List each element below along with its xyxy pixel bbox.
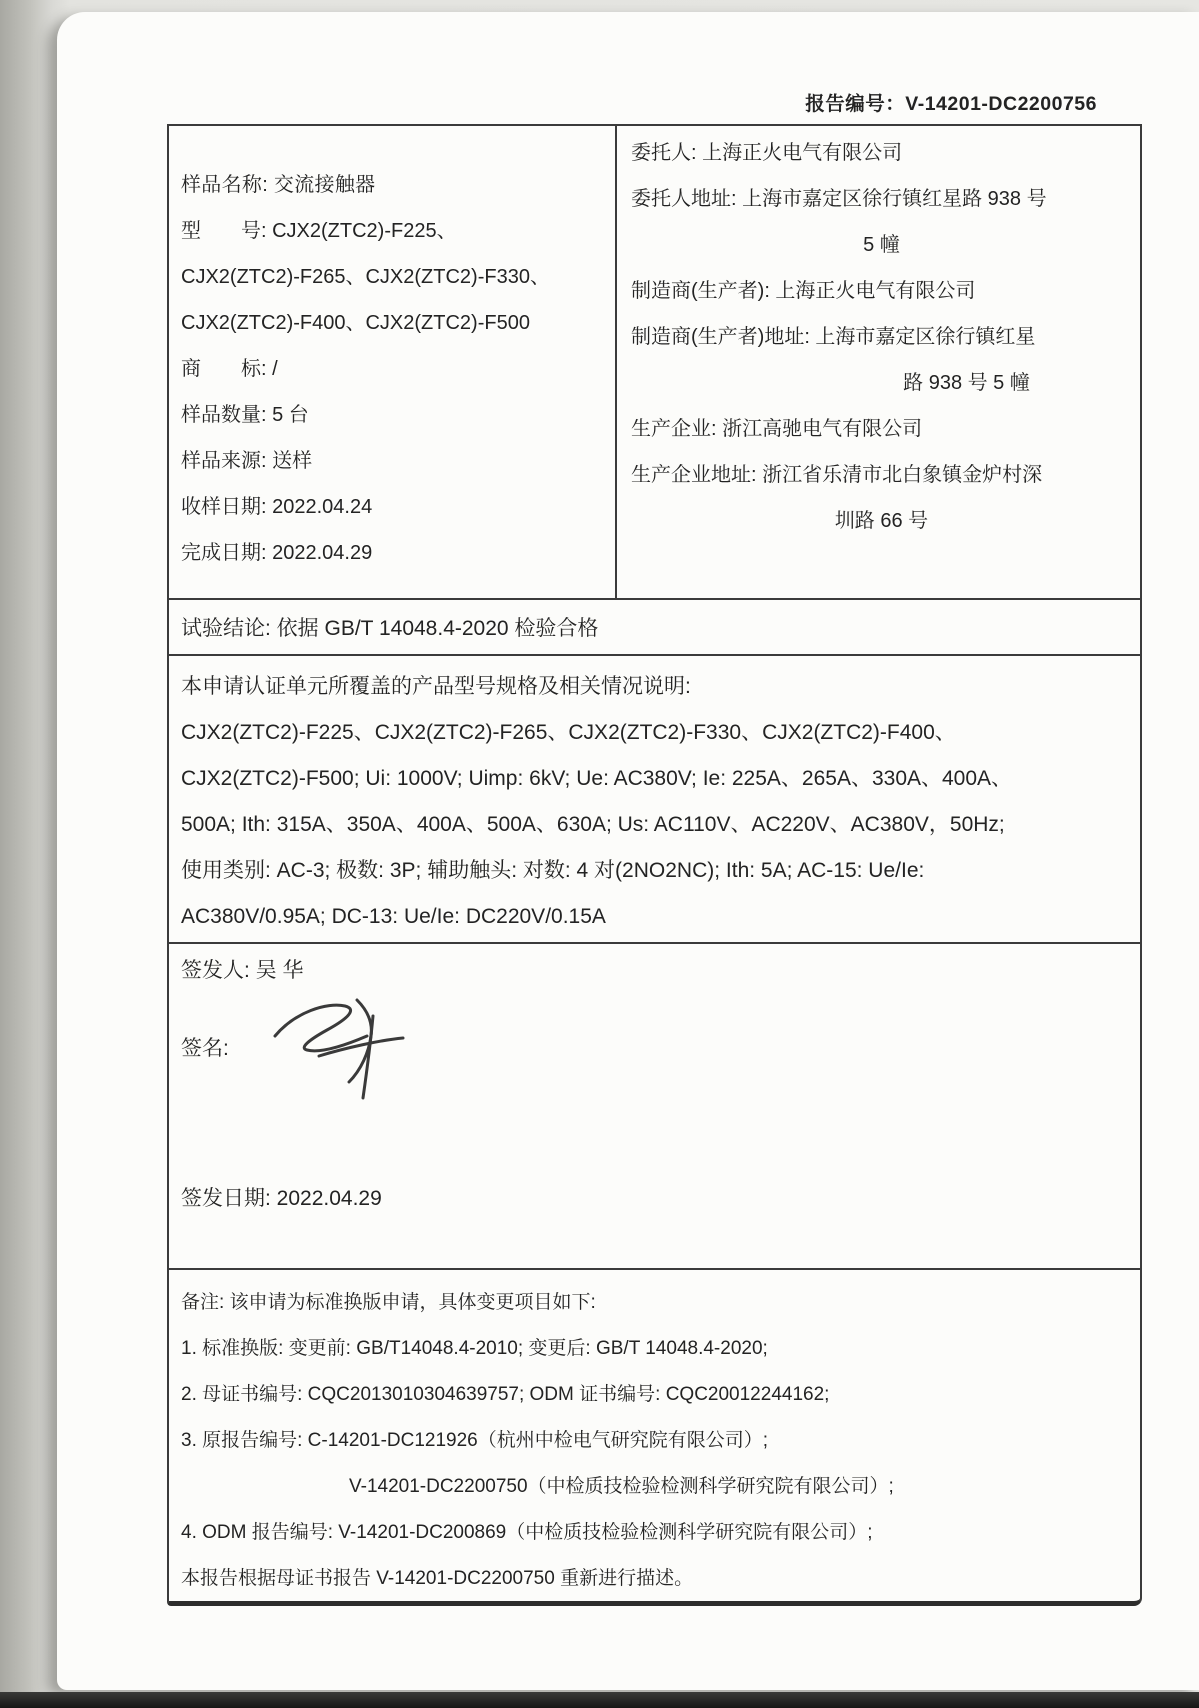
- handwritten-signature: [261, 986, 431, 1106]
- consignor-addr-line-1: 委托人地址: 上海市嘉定区徐行镇红星路 938 号: [631, 188, 1047, 210]
- sample-qty-line: 样品数量: 5 台: [181, 404, 309, 426]
- coverage-line: CJX2(ZTC2)-F225、CJX2(ZTC2)-F265、CJX2(ZTC2)-F330、CJX2(ZTC2)-F400、: [181, 721, 956, 744]
- conclusion-row: [169, 598, 1140, 654]
- notes-row: [169, 1268, 1140, 1601]
- sample-source-line: 样品来源: 送样: [181, 450, 313, 472]
- report-number: [57, 88, 1097, 116]
- producer-line: 生产企业: 浙江高驰电气有限公司: [631, 418, 923, 440]
- notes-intro-line: 备注: 该申请为标准换版申请，具体变更项目如下:: [181, 1292, 596, 1313]
- consignor-line: 委托人: 上海正火电气有限公司: [631, 142, 903, 164]
- scan-bottom-edge: [0, 1692, 1199, 1708]
- producer-addr-line-1: 生产企业地址: 浙江省乐清市北白象镇金炉村深: [631, 464, 1043, 486]
- model-line-2: CJX2(ZTC2)-F265、CJX2(ZTC2)-F330、: [181, 266, 550, 288]
- consignor-addr-line-2: 5 幢: [863, 234, 900, 256]
- report-number-value: V-14201-DC2200756: [905, 93, 1097, 115]
- client-info-cell: [615, 126, 1140, 598]
- info-row: [169, 126, 1140, 598]
- coverage-intro-line: 本申请认证单元所覆盖的产品型号规格及相关情况说明:: [181, 675, 691, 698]
- report-number-label: 报告编号：: [805, 93, 906, 115]
- note-line-3: 3. 原报告编号: C-14201-DC121926（杭州中检电气研究院有限公司）;: [181, 1430, 769, 1451]
- signature-label: 签名:: [181, 1037, 229, 1060]
- issuer-line: 签发人: 吴 华: [181, 959, 304, 982]
- model-line-1: 型 号: CJX2(ZTC2)-F225、: [181, 220, 457, 242]
- manufacturer-addr-line-1: 制造商(生产者)地址: 上海市嘉定区徐行镇红星: [631, 326, 1036, 348]
- complete-date-line: 完成日期: 2022.04.29: [181, 542, 373, 564]
- coverage-line: AC380V/0.95A; DC-13: Ue/Ie: DC220V/0.15A: [181, 905, 606, 928]
- sample-info-cell: [169, 126, 615, 598]
- model-line-3: CJX2(ZTC2)-F400、CJX2(ZTC2)-F500: [181, 312, 530, 334]
- coverage-line: CJX2(ZTC2)-F500; Ui: 1000V; Uimp: 6kV; Ue: AC380V; Ie: 225A、265A、330A、400A、: [181, 767, 1013, 790]
- producer-addr-line-2: 圳路 66 号: [834, 510, 929, 532]
- note-footer-line: 本报告根据母证书报告 V-14201-DC2200750 重新进行描述。: [181, 1568, 694, 1589]
- issue-date-line: 签发日期: 2022.04.29: [181, 1187, 382, 1210]
- sample-name-line: 样品名称: 交流接触器: [181, 174, 376, 196]
- manufacturer-addr-line-2: 路 938 号 5 幢: [903, 372, 1030, 394]
- coverage-row: [169, 654, 1140, 942]
- conclusion-text: 试验结论: 依据 GB/T 14048.4-2020 检验合格: [181, 617, 599, 640]
- note-line-3b: V-14201-DC2200750（中检质技检验检测科学研究院有限公司）;: [349, 1476, 894, 1497]
- note-line-1: 1. 标准换版: 变更前: GB/T14048.4-2010; 变更后: GB/T 14048.4-2020;: [181, 1338, 768, 1359]
- coverage-line: 500A; Ith: 315A、350A、400A、500A、630A; Us: AC110V、AC220V、AC380V，50Hz;: [181, 813, 1005, 836]
- note-line-4: 4. ODM 报告编号: V-14201-DC200869（中检质技检验检测科学研究院有限公司）;: [181, 1522, 873, 1543]
- report-page: [57, 12, 1199, 1690]
- manufacturer-line: 制造商(生产者): 上海正火电气有限公司: [631, 280, 976, 302]
- receive-date-line: 收样日期: 2022.04.24: [181, 496, 373, 518]
- trademark-line: 商 标: /: [181, 358, 278, 380]
- report-table: [167, 124, 1142, 1606]
- note-line-2: 2. 母证书编号: CQC2013010304639757; ODM 证书编号: CQC20012244162;: [181, 1384, 830, 1405]
- coverage-line: 使用类别: AC-3; 极数: 3P; 辅助触头: 对数: 4 对(2NO2NC); Ith: 5A; AC-15: Ue/Ie:: [181, 859, 925, 882]
- signoff-row: [169, 942, 1140, 1268]
